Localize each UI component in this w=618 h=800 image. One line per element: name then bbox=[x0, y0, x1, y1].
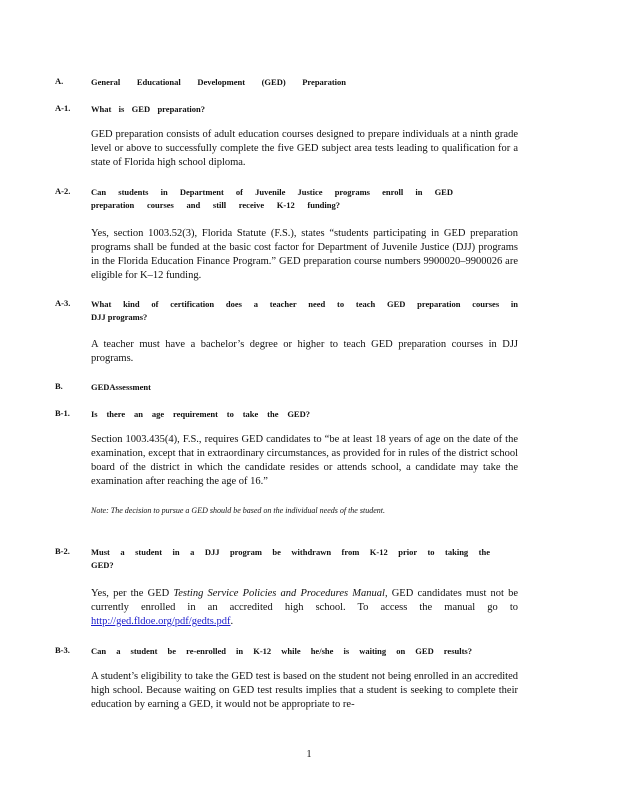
question-text-line2: GED? bbox=[91, 560, 114, 570]
note-b1: Note: The decision to pursue a GED should be based on the individual needs of the student. bbox=[91, 506, 385, 515]
question-text: What is GED preparation? bbox=[91, 104, 205, 114]
manual-title: Testing Service Policies and Procedures Manual bbox=[173, 588, 385, 599]
question-number: A-2. bbox=[55, 186, 71, 196]
question-text: Can a student be re-enrolled in K-12 while he/she is waiting on GED results? bbox=[91, 646, 472, 656]
answer-text-pre: Yes, per the GED bbox=[91, 588, 170, 599]
question-text-line1: Must a student in a DJJ program be withdrawn from K-12 prior to taking the bbox=[91, 547, 490, 557]
question-number: A-1. bbox=[55, 103, 71, 113]
question-text-line1: Can students in Department of Juvenile Justice programs enroll in GED bbox=[91, 187, 453, 197]
answer-text-post: , GED candidates must not be currently enrolled in an accredited high school. To access the manual go to bbox=[91, 588, 519, 613]
answer-a1: GED preparation consists of adult education courses designed to prepare individuals at a ninth grade level or above to successfully complete the five GED subject area tests leading to qualification for a state of Florida high school diploma. bbox=[91, 129, 518, 168]
question-text: Is there an age requirement to take the GED? bbox=[91, 409, 310, 419]
answer-a2: Yes, section 1003.52(3), Florida Statute (F.S.), states “students participating in GED preparation programs shall be funded at the basic cost factor for Department of Juvenile Justice (DJJ) programs in the Florida Education Finance Program.” GED preparation course numbers 9900020–9900026 are eligible for K–12 funding. bbox=[91, 228, 518, 281]
question-number: B-2. bbox=[55, 546, 70, 556]
question-text-line2: DJJ programs? bbox=[91, 312, 148, 322]
manual-link[interactable]: http://ged.fldoe.org/pdf/gedts.pdf bbox=[91, 616, 231, 627]
question-number: A-3. bbox=[55, 298, 71, 308]
answer-text-end: . bbox=[230, 616, 234, 627]
answer-b3: A student’s eligibility to take the GED test is based on the student not being enrolled in an accredited high school. Because waiting on GED test results implies that a student is seeking to complete their education by earning a GED, it would not be appropriate to re- bbox=[91, 671, 518, 710]
question-text-line2: preparation courses and still receive K-12 funding? bbox=[91, 200, 340, 210]
answer-b1: Section 1003.435(4), F.S., requires GED candidates to “be at least 18 years of age on the date of the examination, except that in extraordinary circumstances, as provided for in rules of the district school board of the district in which the candidate resides or attends school, a candidate may take the examination after reaching the age of 16.” bbox=[91, 434, 518, 487]
section-a-number: A. bbox=[55, 76, 64, 86]
question-text-line1: What kind of certification does a teacher need to teach GED preparation courses in bbox=[91, 299, 518, 309]
section-a-title: General Educational Development (GED) Preparation bbox=[91, 77, 346, 87]
question-number: B-3. bbox=[55, 645, 70, 655]
answer-b2 bbox=[91, 587, 518, 629]
section-b-title: GEDAssessment bbox=[91, 382, 151, 392]
question-number: B-1. bbox=[55, 408, 70, 418]
section-b-number: B. bbox=[55, 381, 63, 391]
answer-a3: A teacher must have a bachelor’s degree or higher to teach GED preparation courses in DJJ programs. bbox=[91, 339, 518, 364]
page-number: 1 bbox=[306, 749, 312, 760]
